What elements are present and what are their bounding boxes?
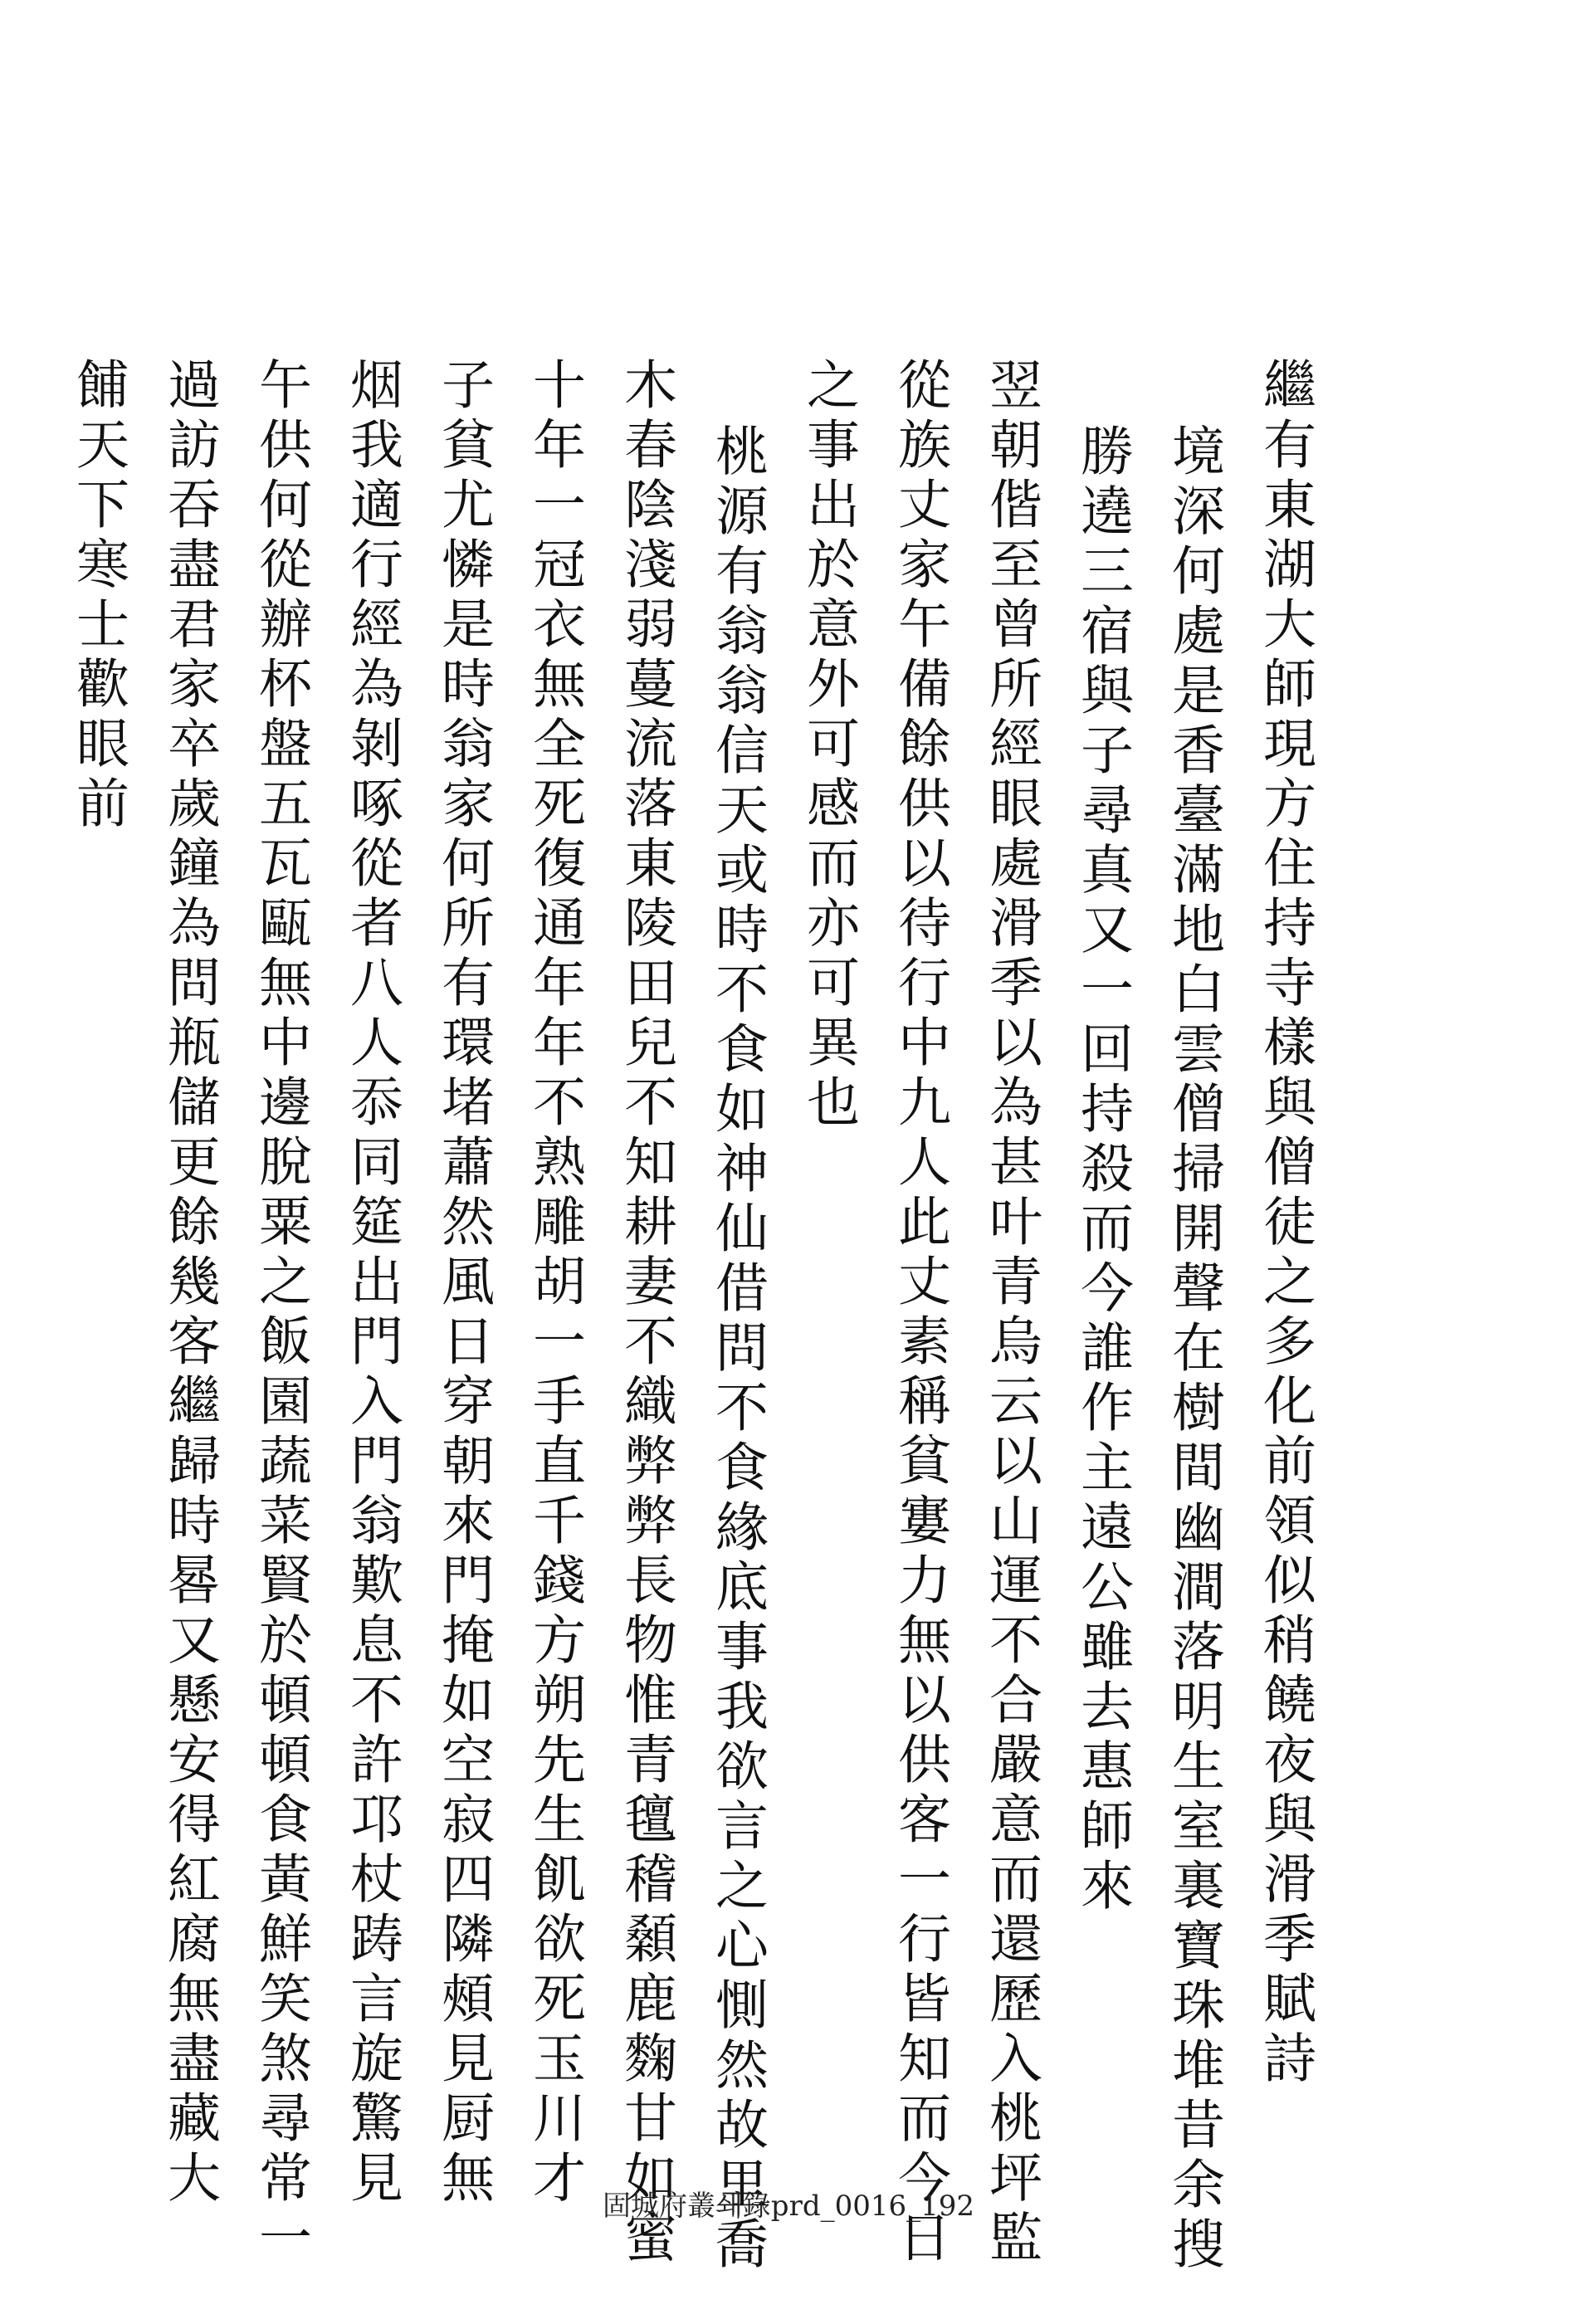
text-column: 桃源有翁翁信天或時不食如神仙借問不食緣底事我欲言之心惻然故里喬 (706, 423, 768, 2276)
text-column: 十年一冠衣無全死復通年年不熟雕胡一手直千錢方朔先生飢欲死玉川才 (524, 357, 585, 2209)
text-column: 木春陰淺弱蔓流落東陵田兒不知耕妻不織弊弊長物惟青氊稽顙鹿麴甘如蜜 (615, 357, 676, 2269)
text-column: 過訪吞盡君家卒歲鐘為問瓶儲更餘幾客繼歸時晷又懸安得紅腐無盡藏大 (159, 357, 220, 2209)
text-column: 繼有東湖大師現方住持寺樣與僧徒之多化前領似稍饒夜與滑季賦詩 (1254, 357, 1316, 2090)
text-column: 烟我適行經為剝啄從者八人忝同筵出門入門翁歎息不許邛杖踌言旋驚見 (341, 357, 403, 2209)
text-column: 之事出於意外可感而亦可異也 (798, 357, 859, 1134)
text-column: 午供何從辦杯盤五瓦甌無中邊脫粟之飯園蔬菜賢於頓頓食黃鮮笑煞尋常一 (250, 357, 311, 2269)
text-column: 餔天下寒士歡眼前 (67, 357, 129, 835)
page-footer-caption: 固城府叢쇄錄prd_0016_192 (602, 2190, 975, 2223)
text-column: 境深何處是香臺滿地白雲僧掃開聲在樹間幽澗落明生室裏寶珠堆昔余搜 (1163, 423, 1224, 2276)
text-column: 子貧尤憐是時翁家何所有環堵蕭然風日穿朝來門掩如空寂四隣頰見厨無 (432, 357, 494, 2209)
text-column: 從族丈家午備餘供以待行中九人此丈素稱貧寠力無以供客一行皆知而今日 (889, 357, 950, 2269)
text-column: 勝遶三宿與子尋真又一回持殺而今誰作主遠公雖去惠師來 (1072, 423, 1133, 1917)
text-column: 翌朝偕至曾所經眼處滑季以為甚叶青烏云以山運不合嚴意而還歷入桃坪監 (980, 357, 1042, 2269)
